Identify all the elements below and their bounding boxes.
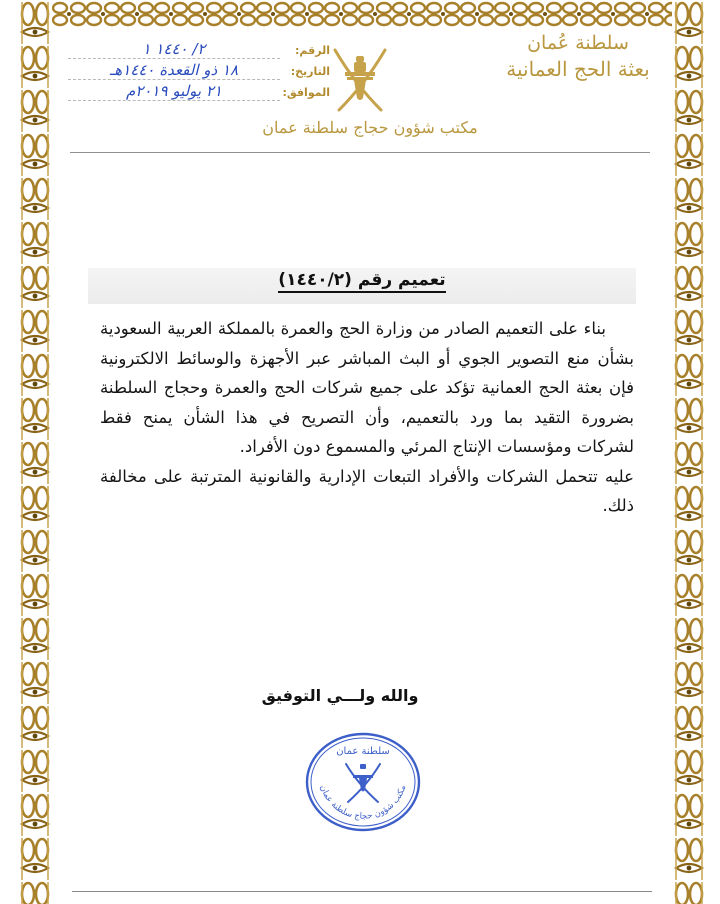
- circular-body: [100, 314, 634, 521]
- circular-title-text: تعميم رقم (١٤٤٠/٢): [278, 270, 445, 293]
- letterhead-organization: [498, 30, 658, 82]
- reference-number-label: الرقم:: [295, 44, 330, 57]
- gregorian-date-value: ٢١ يوليو ٢٠١٩م: [68, 82, 280, 101]
- reference-number-value: ٢/ ١٤٤٠ ١: [68, 40, 280, 59]
- hijri-date-value: ١٨ ذو القعدة ١٤٤٠هـ: [68, 61, 280, 80]
- reference-number-row: [68, 40, 330, 61]
- ornamental-border-right: [672, 0, 706, 904]
- body-paragraph: بناء على التعميم الصادر من وزارة الحج والعمرة بالمملكة العربية السعودية بشأن منع التصوير الجوي أو البث المباشر عبر الأجهزة والوسائط الالكترونية فإن بعثة الحج العمانية تؤكد على جميع شركات الحج والعمرة وحجاج السلطنة بضرورة التقيد بما ورد بالتعميم، وأن التصريح في هذا الشأن يمنح فقط لشركات ومؤسسات الإنتاج المرئي والمسموع دون الأفراد.: [100, 319, 634, 456]
- oman-khanjar-emblem-icon: [325, 44, 395, 114]
- org-name-line1: سلطنة عُمان: [527, 32, 629, 54]
- circular-title: [88, 270, 636, 290]
- ornamental-border-left: [18, 0, 52, 904]
- stamp-top-text: سلطنة عمان: [336, 746, 390, 757]
- body-paragraph: عليه تتحمل الشركات والأفراد التبعات الإدارية والقانونية المترتبة على مخالفة ذلك.: [100, 466, 634, 515]
- ornamental-border-top: [18, 0, 706, 28]
- closing-phrase: والله ولـــي التوفيق: [261, 686, 419, 705]
- hijri-date-row: [68, 61, 330, 82]
- stamp-ring-text: مكتب شؤون حجاج سلطنة عمان: [317, 783, 409, 822]
- header-divider: [70, 152, 650, 153]
- official-stamp: [298, 728, 428, 832]
- reference-fields: [68, 40, 330, 103]
- gregorian-date-row: [68, 82, 330, 103]
- footer-divider: [72, 891, 652, 892]
- office-name: مكتب شؤون حجاج سلطنة عمان: [262, 118, 478, 137]
- hijri-date-label: التاريخ:: [290, 65, 330, 78]
- stamp-emblem-icon: [346, 764, 380, 802]
- gregorian-date-label: الموافق:: [282, 86, 330, 99]
- org-name-line2: بعثة الحج العمانية: [506, 57, 650, 81]
